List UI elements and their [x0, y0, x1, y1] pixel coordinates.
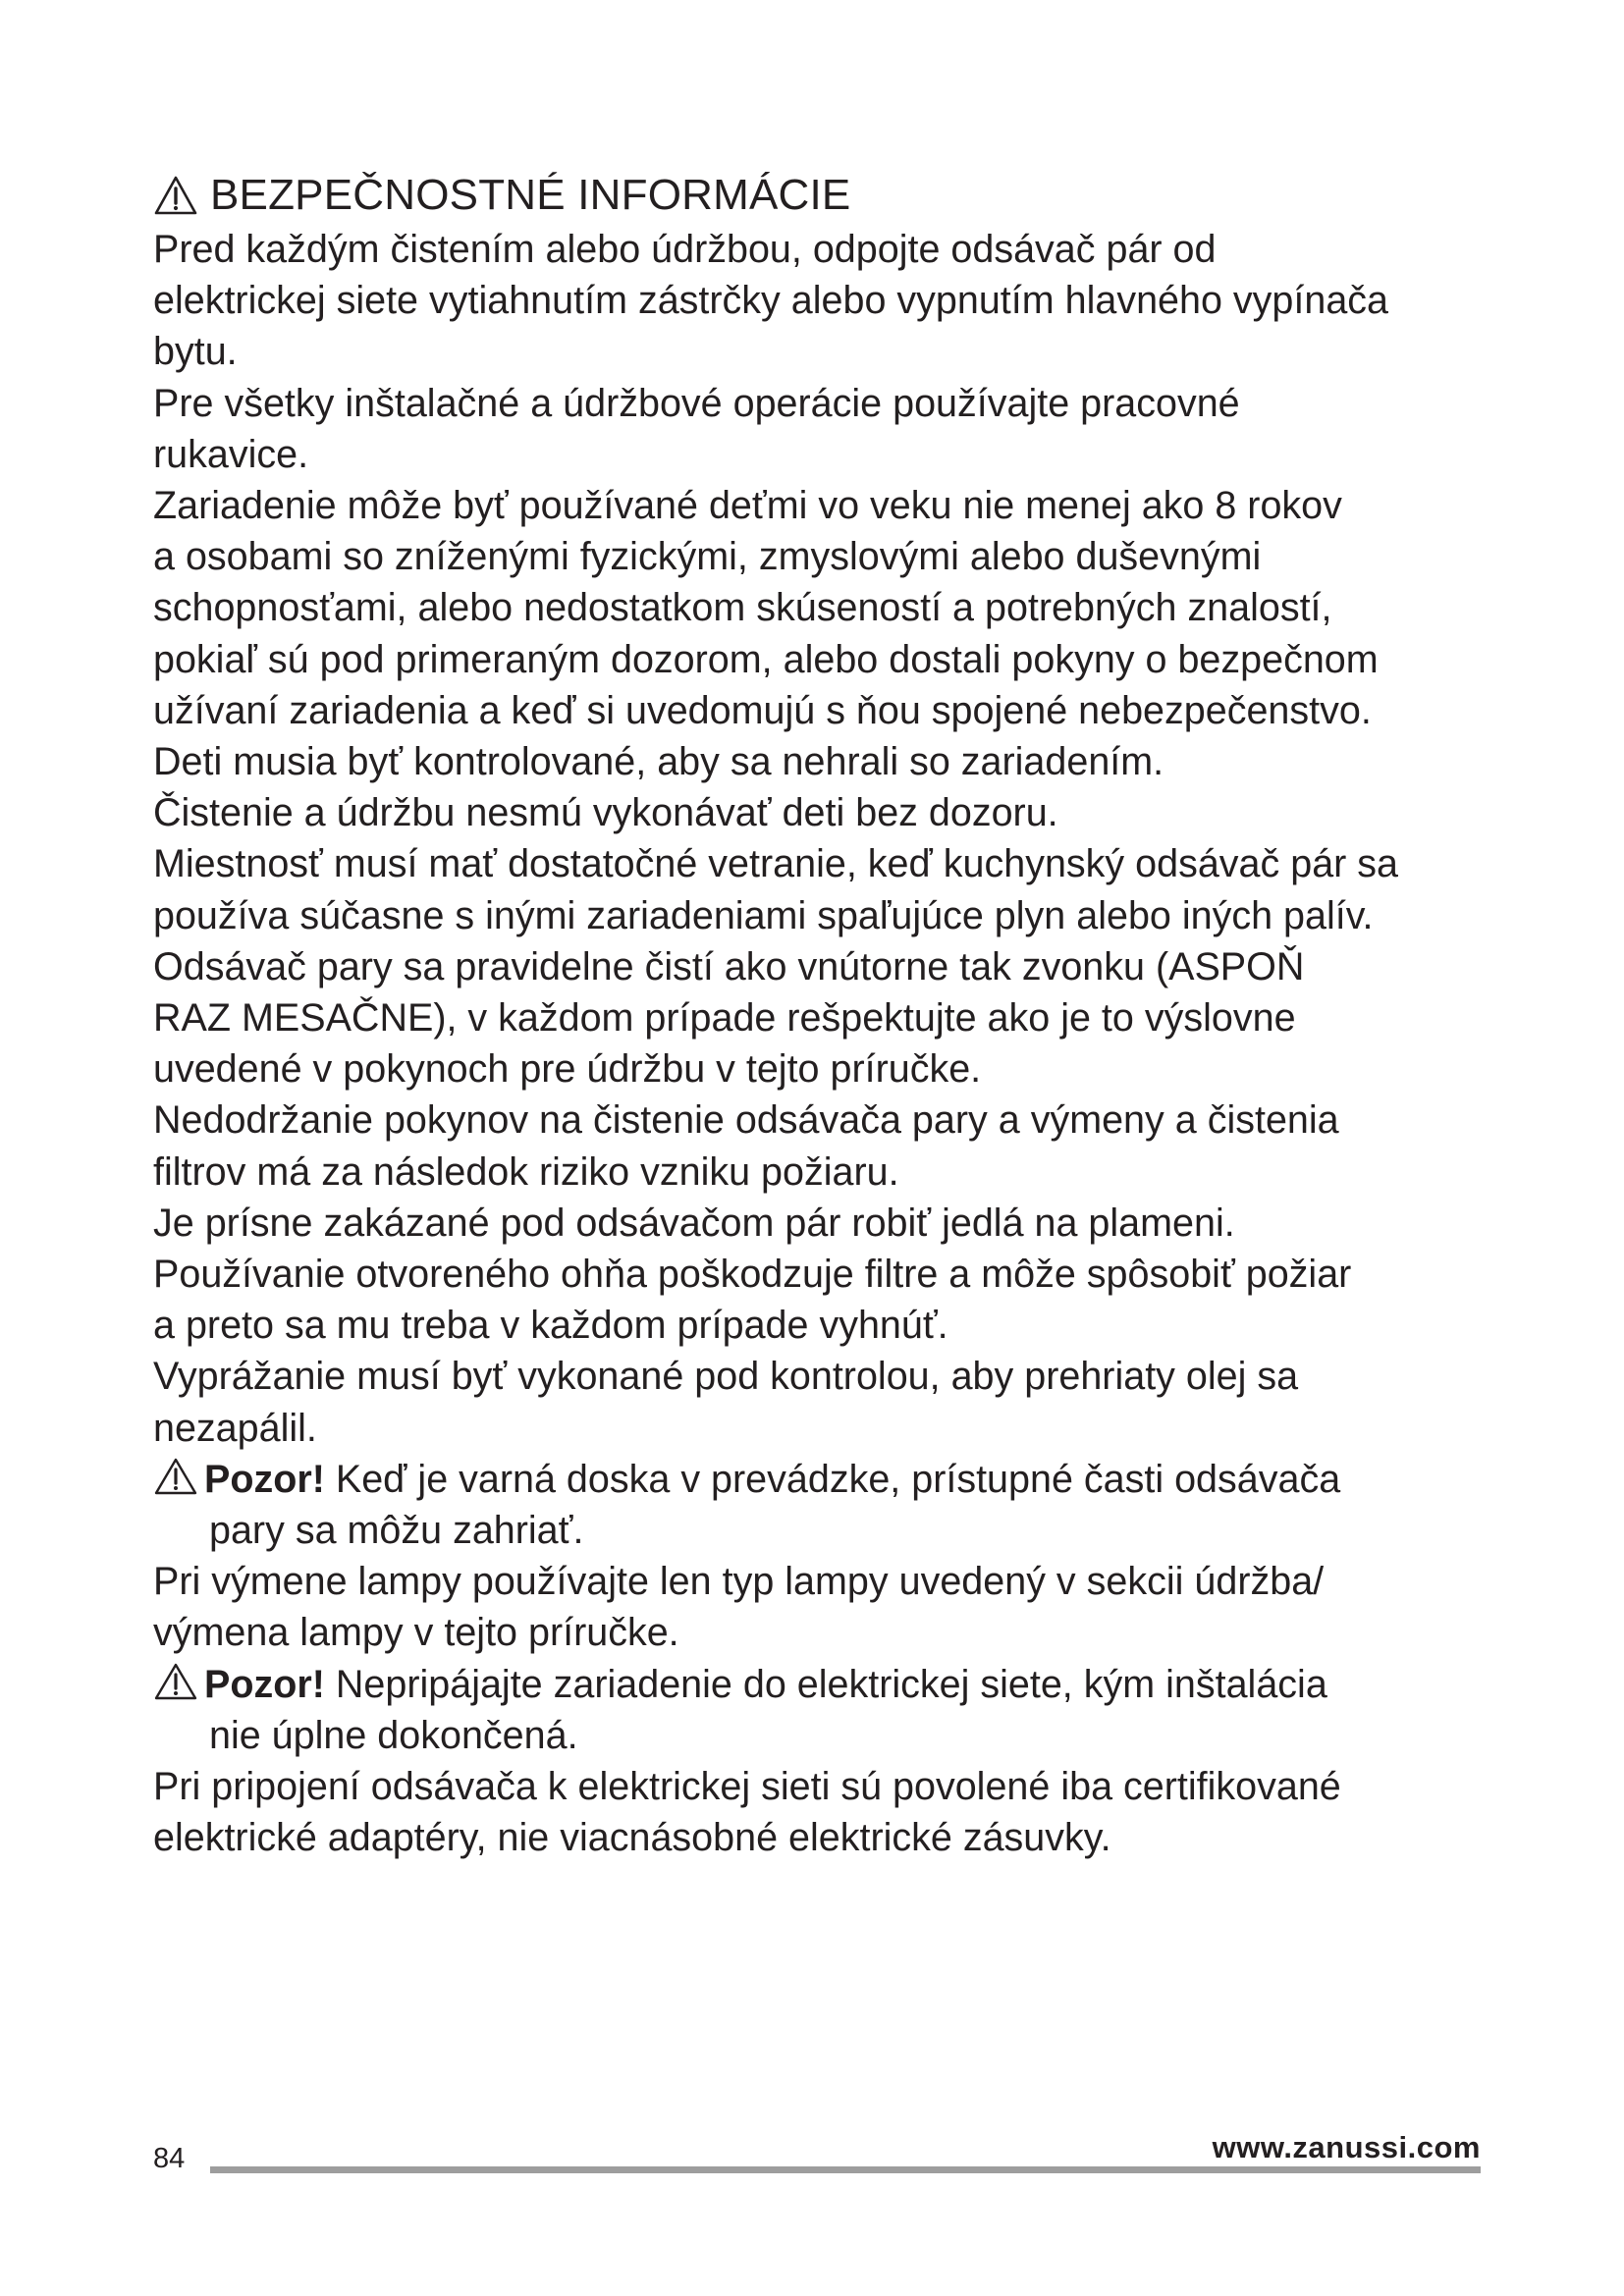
- paragraph: Pri pripojení odsávača k elektrickej sieti sú povolené iba certifikované elektrické adaptéry, nie viacnásobné elektrické zásuvky.: [153, 1765, 1341, 1860]
- section-title: BEZPEČNOSTNÉ INFORMÁCIE: [210, 171, 851, 219]
- footer-url: www.zanussi.com: [1212, 2130, 1481, 2164]
- warning-triangle-icon: [153, 175, 198, 216]
- paragraph: Používanie otvoreného ohňa poškodzuje filtre a môže spôsobiť požiar a preto sa mu treba v každom prípade vyhnúť.: [153, 1253, 1352, 1348]
- paragraph: Odsávač pary sa pravidelne čistí ako vnútorne tak zvonku (ASPOŇ RAZ MESAČNE), v každom prípade rešpektujte ako je to výslovne uvedené v pokynoch pre údržbu v tejto príručke.: [153, 944, 1305, 1092]
- warning-text: Nepripájajte zariadenie do elektrickej siete, kým inštalácia nie úplne dokončená.: [209, 1662, 1327, 1757]
- paragraph: Zariadenie môže byť používané deťmi vo veku nie menej ako 8 rokov a osobami so zníženými fyzickými, zmyslovými alebo duševnými schopnosťami, alebo nedostatkom skúseností a potrebných znalostí, pokiaľ sú pod primeraným dozorom, alebo dostali pokyny o bezpečnom užívaní zariadenia a keď si uvedomujú s ňou spojené nebezpečenstvo.: [153, 484, 1379, 732]
- warning-note: [153, 1659, 1489, 1761]
- paragraph: Je prísne zakázané pod odsávačom pár robiť jedlá na plameni.: [153, 1201, 1235, 1245]
- paragraph: Čistenie a údržbu nesmú vykonávať deti bez dozoru.: [153, 791, 1058, 835]
- warning-text: Keď je varná doska v prevádzke, prístupné časti odsávača pary sa môžu zahriať.: [209, 1457, 1341, 1553]
- paragraph: Vyprážanie musí byť vykonané pod kontrolou, aby prehriaty olej sa nezapálil.: [153, 1355, 1299, 1450]
- warning-triangle-icon: [153, 1662, 198, 1701]
- warning-label: Pozor!: [204, 1662, 325, 1706]
- paragraph: Nedodržanie pokynov na čistenie odsávača pary a výmeny a čistenia filtrov má za následok riziko vzniku požiaru.: [153, 1098, 1339, 1194]
- page-number: 84: [153, 2143, 186, 2174]
- warning-label: Pozor!: [204, 1457, 325, 1501]
- paragraph: Miestnosť musí mať dostatočné vetranie, keď kuchynský odsávač pár sa používa súčasne s inými zariadeniami spaľujúce plyn alebo iných palív.: [153, 842, 1399, 937]
- section-heading: [153, 167, 1489, 224]
- warning-triangle-icon: [153, 1457, 198, 1496]
- paragraph: Pred každým čistením alebo údržbou, odpojte odsávač pár od elektrickej siete vytiahnutím zástrčky alebo vypnutím hlavného vypínača bytu.: [153, 228, 1389, 374]
- paragraph: Pre všetky inštalačné a údržbové operácie používajte pracovné rukavice.: [153, 381, 1240, 476]
- page-content: [153, 167, 1489, 1864]
- footer-rule: [210, 2166, 1481, 2173]
- paragraph: Deti musia byť kontrolované, aby sa nehrali so zariadením.: [153, 740, 1164, 784]
- warning-note: [153, 1454, 1489, 1556]
- paragraph: Pri výmene lampy používajte len typ lampy uvedený v sekcii údržba/ výmena lampy v tejto príručke.: [153, 1560, 1325, 1655]
